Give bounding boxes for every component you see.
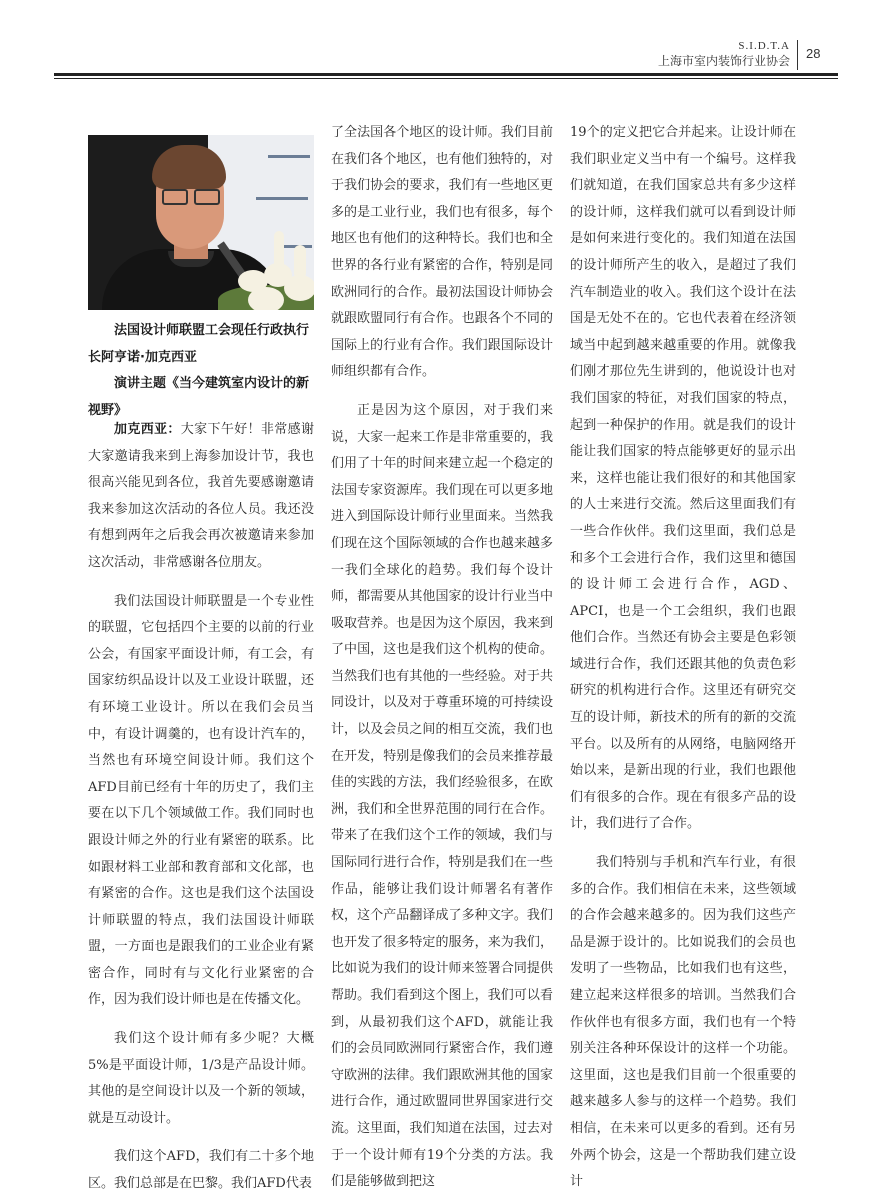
article-column-3 (570, 120, 796, 1196)
glasses-lens-icon (194, 189, 220, 205)
header-rule-thin (54, 78, 838, 79)
paragraph: 我们这个AFD，我们有二十多个地区。我们总部是在巴黎。我们AFD代表 (88, 1149, 314, 1192)
paragraph: 了全法国各个地区的设计师。我们目前在我们各个地区，也有他们独特的，对于我们协会的要求，我们有一些地区更多的是工业行业，我们也有很多，每个地区也有他们的这种特长。我们也和全世界的各行业有紧密的合作，特别是同欧洲同行的合作。最初法国设计师协会就跟欧盟同行有合作。也跟各个不同的国际上的行业有合作。我们跟国际设计师组织都有合作。 (331, 125, 553, 380)
header-separator (797, 40, 798, 70)
flower-icon (248, 287, 284, 310)
paragraph (88, 417, 314, 577)
speaker-photo (88, 135, 314, 310)
header-rule-thick (54, 73, 838, 76)
header-org-chinese: 上海市室内装饰行业协会 (657, 54, 790, 68)
paragraph: 我们特别与手机和汽车行业，有很多的合作。我们相信在未来，这些领域的合作会越来越多的。因为我们这些产品是源于设计的。比如说我们的会员也发明了一些物品，比如我们也有这些，建立起来这样很多的培训。当然我们合作伙伴也有很多方面，我们也有一个特别关注各种环保设计的这样一个功能。这里面，这也是我们目前一个很重要的越来越多人参与的这样一个趋势。我们相信，在未来可以更多的看到。还有另外两个协会，这是一个帮助我们建立设计 (570, 855, 796, 1190)
photo-caption (88, 318, 314, 424)
backdrop-dash (256, 197, 308, 200)
page-number: 28 (806, 46, 821, 61)
speaker-name: 加克西亚： (114, 422, 181, 437)
backdrop-dash (268, 155, 310, 158)
article-column-2 (331, 120, 553, 1196)
caption-speech-topic: 演讲主题《当今建筑室内设计的新视野》 (88, 376, 310, 418)
paragraph: 我们这个设计师有多少呢？大概5%是平面设计师，1/3是产品设计师。其他的是空间设计以及一个新的领域，就是互动设计。 (88, 1031, 314, 1126)
glasses-lens-icon (162, 189, 188, 205)
article-column-1 (88, 417, 314, 1198)
paragraph: 19个的定义把它合并起来。让设计师在我们职业定义当中有一个编号。这样我们就知道，在我们国家总共有多少这样的设计师，这样我们就可以看到设计师是如何来进行变化的。我们知道在法国的设计师所产生的收入，是超过了我们汽车制造业的收入。我们这个设计在法国是无处不在的。它也代表着在经济领域当中起到越来越重要的作用。就像我们刚才那位先生讲到的，他说设计也对我们国家的特征，对我们国家的特点，起到一种保护的作用。就是我们的设计能让我们国家的特点能够更好的显示出来，这样也能让我们很好的和其他国家的人士来进行交流。然后这里面我们有一些合作伙伴。我们这里面，我们总是和多个工会进行合作，我们这里和德国的设计师工会进行合作，AGD、APCI，也是一个工会组织，我们也跟他们合作。当然还有协会主要是色彩领域进行合作，我们还跟其他的负责色彩研究的机构进行合作。这里还有研究交互的设计师，新技术的所有的新的交流平台。以及所有的从网络，电脑网络开始以来，是新出现的行业，我们也跟他们有很多的合作。现在有很多产品的设计，我们进行了合作。 (570, 125, 796, 832)
lily-bud-icon (294, 245, 306, 279)
page-header (0, 0, 884, 80)
paragraph: 正是因为这个原因，对于我们来说，大家一起来工作是非常重要的，我们用了十年的时间来建立起一个稳定的法国专家资源库。我们现在可以更多地进入到国际设计师行业里面来。当然我们现在这个国际领域的合作也越来越多一我们全球化的趋势。我们每个设计师，都需要从其他国家的设计行业当中吸取营养。也是因为这个原因，我来到了中国，这也是我们这个机构的使命。当然我们也有其他的一些经验。对于共同设计，以及对于尊重环境的可持续设计，以及会员之间的相互交流，我们也在开发，特别是像我们的会员来推荐最佳的实践的方法，我们经验很多，在欧洲，我们和全世界范围的同行在合作。带来了在我们这个工作的领域，我们与国际同行进行合作，特别是我们在一些作品，能够让我们设计师署名有著作权，这个产品翻译成了多种文字。我们也开发了很多特定的服务，来为我们，比如说为我们的设计师来签署合同提供帮助。我们看到这个图上，我们可以看到，从最初我们这个AFD，就能让我们的会员同欧洲同行紧密合作，我们遵守欧洲的法律。我们跟欧洲其他的国家进行合作，通过欧盟同世界国家进行交流。这里面，我们知道在法国，过去对于一个设计师有19个分类的方法。我们是能够做到把这 (331, 402, 553, 1190)
header-org-english: S.I.D.T.A (738, 40, 790, 52)
paragraph-text: 大家下午好！非常感谢大家邀请我来到上海参加设计节，我也很高兴能见到各位，我首先要感谢邀请我来参加这次活动的各位人员。我还没有想到两年之后我会再次被邀请来参加这次活动，非常感谢各位朋友。 (88, 422, 314, 570)
lily-bud-icon (274, 231, 284, 271)
paragraph: 我们法国设计师联盟是一个专业性的联盟，它包括四个主要的以前的行业公会，有国家平面设计师，有工会，有国家纺织品设计以及工业设计联盟，还有环境工业设计。所以在我们会员当中，有设计调羹的，也有设计汽车的，当然也有环境空间设计师。我们这个AFD目前已经有十年的历史了，我们主要在以下几个领域做工作。我们同时也跟设计师之外的行业有紧密的联系。比如跟材料工业部和教育部和文化部，也有紧密的合作。这也是我们这个法国设计师联盟的特点，我们法国设计师联盟，一方面也是跟我们的工业企业有紧密合作，同时有与文化行业紧密的合作，因为我们设计师也是在传播文化。 (88, 593, 314, 1008)
caption-speaker-title: 法国设计师联盟工会现任行政执行长阿亨诺·加克西亚 (88, 323, 310, 365)
